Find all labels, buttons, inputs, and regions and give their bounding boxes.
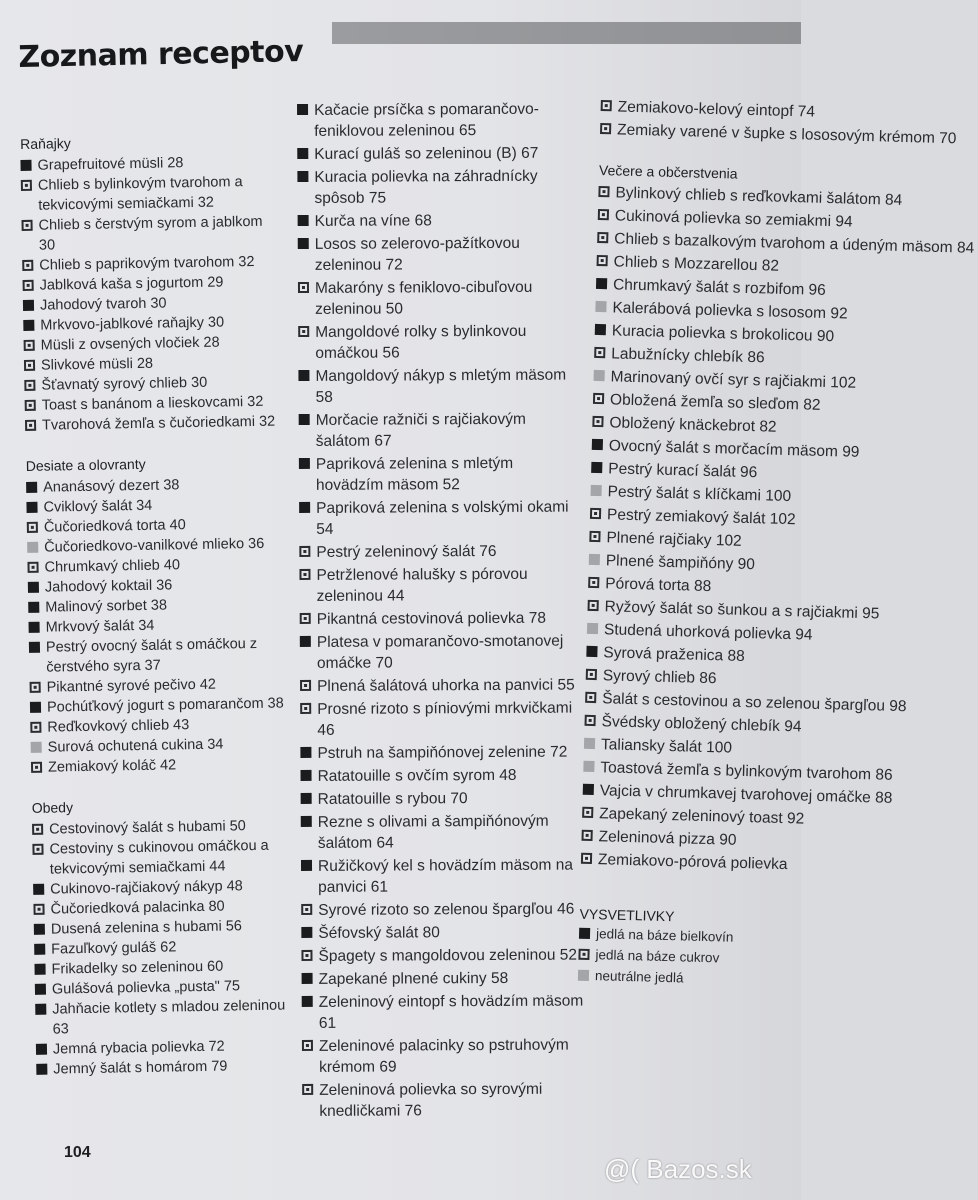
recipe-entry (298, 233, 580, 276)
neutral-marker-icon (587, 623, 598, 634)
recipe-entry-text: Chlieb s bazalkovým tvarohom a údeným mäsom 84 (614, 230, 975, 257)
recipe-section (32, 793, 292, 1079)
carb-marker-icon (588, 577, 599, 588)
recipe-entry (29, 633, 285, 677)
carb-marker-icon (22, 220, 33, 231)
protein-marker-icon (301, 770, 312, 781)
carb-marker-icon (27, 522, 38, 533)
recipe-entry-text: Zeleninový eintopf s hovädzím mäsom 61 (318, 992, 584, 1032)
recipe-entry-text: Pórová torta 88 (605, 575, 712, 596)
recipe-entry (298, 321, 580, 364)
protein-marker-icon (26, 482, 37, 493)
recipe-entry-text: Kurací guláš so zeleninou (B) 67 (314, 144, 539, 163)
recipe-entry (584, 711, 802, 737)
section-title: Desiate a olovranty (25, 455, 146, 474)
carb-marker-icon (589, 531, 600, 542)
recipe-entry-text: Cukinovo-rajčiakový nákyp 48 (50, 878, 243, 898)
protein-marker-icon (33, 884, 44, 895)
protein-marker-icon (35, 1004, 46, 1015)
recipe-entry-text: Jahňacie kotlety s mladou zeleninou 63 (52, 997, 286, 1038)
recipe-entry (595, 320, 835, 346)
recipe-entry-text: Chlieb s čerstvým syrom a jablkom 30 (38, 213, 263, 254)
carb-marker-icon (30, 722, 41, 733)
recipe-entry-text: Pestrý zemiakový šalát 102 (606, 506, 796, 529)
carb-marker-icon (594, 347, 605, 358)
legend-title: VYSVETLIVKY (579, 905, 675, 925)
protein-marker-icon (302, 996, 313, 1007)
legend-item-text: neutrálne jedlá (594, 968, 684, 986)
neutral-marker-icon (595, 301, 606, 312)
recipe-entry (598, 182, 903, 209)
recipe-entry (298, 277, 580, 320)
recipe-entry (25, 412, 280, 436)
recipe-entry-text: Cestoviny s cukinovou omáčkou a tekvicovými semiačkami 44 (49, 837, 269, 878)
carb-marker-icon (298, 326, 309, 337)
legend-item (578, 966, 778, 990)
recipe-entry (582, 803, 805, 829)
recipe-entry-text: Ananásový dezert 38 (43, 477, 180, 496)
carb-marker-icon (21, 180, 32, 191)
neutral-marker-icon (584, 738, 595, 749)
recipe-entry (302, 991, 584, 1034)
recipe-entry-text: Syrové rizoto so zelenou špargľou 46 (318, 900, 575, 919)
recipe-entry-text: Cestovinový šalát s hubami 50 (49, 818, 246, 838)
recipe-entry (596, 251, 796, 277)
recipe-entry (299, 453, 581, 496)
recipe-entry-text: Mrkvovo-jablkové raňajky 30 (40, 314, 225, 334)
protein-marker-icon (297, 104, 308, 115)
column-1 (20, 130, 292, 1100)
recipe-entry-text: Jahodový koktail 36 (44, 577, 173, 596)
recipe-entry-text: Kuracia polievka s brokolicou 90 (611, 322, 835, 346)
protein-marker-icon (586, 646, 597, 657)
recipe-entry (300, 675, 582, 697)
protein-marker-icon (28, 582, 39, 593)
legend-item-text: jedlá na báze cukrov (595, 947, 720, 966)
page-title: Zoznam receptov (18, 34, 304, 75)
recipe-entry-text: Jemná rybacia polievka 72 (52, 1038, 225, 1058)
protein-marker-icon (29, 642, 40, 653)
carb-marker-icon (581, 830, 592, 841)
recipe-entry-text: Chlieb s bylinkovým tvarohom a tekvicovými semiačkami 32 (37, 174, 243, 214)
neutral-marker-icon (583, 761, 594, 772)
watermark: @( Bazos.sk (604, 1154, 752, 1184)
recipe-entry (299, 409, 581, 452)
recipe-entry-text: Zapekaný zeleninový toast 92 (598, 805, 805, 828)
recipe-entry (297, 99, 579, 142)
recipe-entry (302, 968, 584, 990)
recipe-entry-text: Chlieb s paprikovým tvarohom 32 (39, 253, 255, 274)
section-title: Obedy (31, 799, 74, 816)
carb-marker-icon (299, 546, 310, 557)
page-number: 104 (64, 1144, 91, 1161)
recipe-entry-text: Müsli z ovsených vločiek 28 (40, 334, 220, 354)
legend (578, 904, 780, 990)
recipe-entry-text: Rezne s olivami a šampiňónovým šalátom 64 (317, 812, 549, 852)
protein-marker-icon (20, 160, 31, 171)
recipe-entry-text: Cviklový šalát 34 (43, 497, 153, 516)
protein-marker-icon (35, 984, 46, 995)
carb-marker-icon (582, 807, 593, 818)
recipe-entry-text: Plnené šampiňóny 90 (605, 552, 756, 574)
recipe-entry-text: Pestrý zeleninový šalát 76 (316, 542, 497, 561)
recipe-entry (584, 734, 784, 760)
recipe-entry-text: Surová ochutená cukina 34 (47, 736, 224, 756)
carb-marker-icon (25, 420, 36, 431)
recipe-section (20, 130, 280, 436)
carb-marker-icon (600, 123, 611, 134)
recipe-entry-text: Šalát s cestovinou a so zelenou špargľou 98 (602, 690, 907, 716)
carb-marker-icon (301, 950, 312, 961)
recipe-entry (301, 899, 583, 921)
protein-marker-icon (34, 924, 45, 935)
recipe-entry-text: Toastová žemľa s bylinkovým tvarohom 86 (600, 759, 893, 784)
carb-marker-icon (302, 1040, 313, 1051)
recipe-entry-text: Chlieb s Mozzarellou 82 (613, 253, 780, 275)
recipe-entry (581, 826, 781, 852)
recipe-entry (587, 596, 880, 623)
carb-marker-icon (598, 209, 609, 220)
recipe-entry-text: Plnená šalátová uhorka na panvici 55 (317, 676, 575, 695)
carb-marker-icon (592, 416, 603, 427)
recipe-entry (302, 1079, 584, 1122)
recipe-entry-text: Plnené rajčiaky 102 (606, 529, 742, 550)
neutral-marker-icon (578, 970, 589, 981)
recipe-entry-text: Ryžový šalát so šunkou a s rajčiakmi 95 (604, 598, 880, 623)
protein-marker-icon (596, 278, 607, 289)
recipe-entry-text: Chrumkavý chlieb 40 (44, 557, 181, 576)
carb-marker-icon (581, 853, 592, 864)
recipe-entry-text: Petržlenové halušky s pórovou zeleninou 44 (316, 565, 528, 605)
recipe-entry-text: Makaróny s feniklovo-cibuľovou zeleninou 50 (314, 278, 533, 318)
recipe-entry-text: Grapefruitové müsli 28 (37, 155, 184, 174)
recipe-entry (596, 274, 826, 300)
recipe-entry (299, 497, 581, 540)
carb-marker-icon (300, 703, 311, 714)
recipe-entry (301, 788, 583, 810)
protein-marker-icon (300, 747, 311, 758)
recipe-entry (298, 365, 580, 408)
legend-item (578, 945, 778, 969)
protein-marker-icon (302, 973, 313, 984)
recipe-entry-text: Ovocný šalát s morčacím mäsom 99 (608, 437, 860, 461)
recipe-entry-text: Jemný šalát s homárom 79 (53, 1058, 228, 1078)
protein-marker-icon (301, 927, 312, 938)
recipe-entry-text: Dusená zelenina s hubami 56 (50, 918, 243, 938)
section-title: Večere a občerstvenia (598, 161, 738, 182)
recipe-entry (21, 212, 277, 256)
recipe-entry (583, 757, 893, 784)
recipe-entry-text: Platesa v pomarančovo-smotanovej omáčke 70 (316, 632, 564, 672)
recipe-entry (298, 210, 580, 232)
recipe-entry-text: Pestrý kurací šalát 96 (608, 460, 758, 482)
recipe-entry-text: Pestrý ovocný šalát s omáčkou z čerstvého syra 37 (45, 635, 258, 676)
carb-marker-icon (27, 562, 38, 573)
recipe-entry-text: Chrumkavý šalát s rozbifom 96 (612, 276, 826, 299)
protein-marker-icon (298, 370, 309, 381)
recipe-entry (32, 835, 288, 879)
legend-item (579, 924, 779, 948)
recipe-entry-text: Pestrý šalát s klíčkami 100 (607, 483, 792, 506)
protein-marker-icon (299, 458, 310, 469)
protein-marker-icon (301, 816, 312, 827)
carb-marker-icon (597, 232, 608, 243)
recipe-entry-text: Taliansky šalát 100 (600, 736, 733, 757)
recipe-entry-text: Zemiakový koláč 42 (47, 757, 177, 776)
section-title: Raňajky (20, 135, 71, 152)
carb-marker-icon (24, 360, 35, 371)
protein-marker-icon (23, 320, 34, 331)
recipe-entry (297, 166, 579, 209)
recipe-entry (585, 688, 907, 716)
protein-marker-icon (583, 784, 594, 795)
protein-marker-icon (34, 964, 45, 975)
recipe-entry-text: Kurča na víne 68 (314, 212, 432, 230)
recipe-entry (600, 96, 816, 122)
recipe-entry-text: Zemiaky varené v šupke s lososovým krémom 70 (616, 121, 957, 148)
recipe-entry (35, 995, 291, 1039)
protein-marker-icon (298, 238, 309, 249)
recipe-entry (301, 945, 583, 967)
carb-marker-icon (32, 824, 43, 835)
protein-marker-icon (301, 860, 312, 871)
carb-marker-icon (300, 680, 311, 691)
carb-marker-icon (24, 380, 35, 391)
recipe-entry-text: Gulášová polievka „pusta" 75 (51, 978, 241, 998)
protein-marker-icon (300, 636, 311, 647)
neutral-marker-icon (591, 485, 602, 496)
recipe-entry-text: Kačacie prsíčka s pomarančovo-feniklovou zeleninou 65 (314, 100, 539, 140)
carb-marker-icon (590, 508, 601, 519)
carb-marker-icon (301, 904, 312, 915)
recipe-entry-text: Fazuľkový guláš 62 (51, 939, 177, 958)
recipe-entry-text: Marinovaný ovčí syr s rajčiakmi 102 (610, 368, 857, 392)
recipe-entry (589, 550, 789, 576)
recipe-section (26, 452, 287, 778)
recipe-entry (600, 119, 957, 148)
neutral-marker-icon (31, 742, 42, 753)
carb-marker-icon (32, 844, 43, 855)
recipe-entry (591, 458, 791, 484)
recipe-entry-text: Syrový chlieb 86 (602, 667, 717, 688)
recipe-entry (592, 412, 792, 438)
recipe-entry-text: Mangoldové rolky s bylinkovou omáčkou 56 (315, 322, 527, 362)
recipe-entry (297, 143, 579, 165)
carb-marker-icon (24, 340, 35, 351)
recipe-entry (593, 366, 857, 392)
recipe-entry (595, 297, 848, 323)
carb-marker-icon (597, 255, 608, 266)
recipe-entry-text: Jahodový tvaroh 30 (39, 295, 167, 314)
recipe-entry-text: Reďkovkový chlieb 43 (47, 717, 190, 736)
recipe-section (600, 96, 957, 148)
carb-marker-icon (22, 260, 33, 271)
recipe-entry (21, 172, 277, 216)
carb-marker-icon (30, 682, 41, 693)
recipe-entry-text: Špagety s mangoldovou zeleninou 52 (318, 946, 578, 965)
protein-marker-icon (579, 928, 590, 939)
protein-marker-icon (23, 300, 34, 311)
recipe-entry-text: Studená uhorková polievka 94 (603, 621, 813, 644)
carb-marker-icon (23, 280, 34, 291)
recipe-entry-text: Malinový sorbet 38 (45, 597, 168, 616)
protein-marker-icon (297, 148, 308, 159)
recipe-entry (300, 608, 582, 630)
recipe-entry (300, 742, 582, 764)
recipe-entry (594, 343, 794, 369)
recipe-entry (586, 642, 786, 668)
recipe-entry-text: Frikadelky so zeleninou 60 (51, 958, 224, 978)
recipe-entry (581, 849, 788, 875)
recipe-entry-text: Prosné rizoto s píniovými mrkvičkami 46 (317, 699, 573, 739)
recipe-entry (590, 481, 790, 507)
carb-marker-icon (585, 715, 596, 726)
recipe-entry (587, 619, 813, 645)
protein-marker-icon (298, 215, 309, 226)
protein-marker-icon (299, 502, 310, 513)
recipe-entry (583, 780, 893, 807)
recipe-entry (597, 228, 975, 257)
recipe-entry (301, 811, 583, 854)
recipe-entry-text: Zemiakovo-kelový eintopf 74 (617, 98, 816, 121)
legend-item-text: jedlá na báze bielkovín (595, 926, 734, 945)
recipe-entry-text: Jablková kaša s jogurtom 29 (39, 274, 224, 294)
recipe-entry-text: Zeleninová polievka so syrovými knedličkami 76 (319, 1080, 543, 1120)
recipe-entry-text: Mrkvový šalát 34 (45, 617, 155, 636)
carb-marker-icon (585, 692, 596, 703)
recipe-entry (589, 527, 789, 553)
recipe-entry (588, 573, 788, 599)
recipe-entry-text: Obložený knäckebrot 82 (609, 414, 777, 436)
recipe-entry-text: Bylinkový chlieb s reďkovkami šalátom 84 (615, 184, 903, 209)
recipe-entry-text: Labužnícky chlebík 86 (611, 345, 765, 367)
recipe-entry-text: Slivkové müsli 28 (40, 355, 154, 374)
recipe-entry (31, 753, 286, 777)
recipe-entry-text: Ratatouille s rybou 70 (317, 790, 468, 808)
protein-marker-icon (592, 439, 603, 450)
recipe-entry-text: Papriková zelenina s mletým hovädzím mäsom 52 (315, 454, 514, 494)
recipe-entry (36, 1055, 291, 1079)
protein-marker-icon (297, 171, 308, 182)
recipe-entry-text: Papriková zelenina s volskými okami 54 (316, 498, 569, 538)
recipe-entry-text: Zemiakovo-pórová polievka (597, 851, 788, 874)
carb-marker-icon (299, 569, 310, 580)
protein-marker-icon (36, 1064, 47, 1075)
recipe-entry-text: Čučoriedková palacinka 80 (50, 898, 225, 918)
protein-marker-icon (29, 622, 40, 633)
recipe-entry-text: Ružičkový kel s hovädzím mäsom na panvici 61 (317, 856, 574, 896)
column-2 (297, 99, 584, 1142)
recipe-entry-text: Kuracia polievka na záhradnícky spôsob 75 (314, 167, 538, 207)
neutral-marker-icon (27, 542, 38, 553)
recipe-entry (302, 1035, 584, 1078)
recipe-entry-text: Tvarohová žemľa s čučoriedkami 32 (41, 413, 276, 434)
recipe-entry (593, 389, 821, 415)
protein-marker-icon (34, 944, 45, 955)
recipe-entry-text: Ratatouille s ovčím syrom 48 (317, 766, 517, 785)
recipe-entry-text: Pikantná cestovinová polievka 78 (316, 609, 546, 628)
recipe-entry-text: Čučoriedkovo-vanilkové mlieko 36 (44, 535, 265, 556)
protein-marker-icon (28, 602, 39, 613)
protein-marker-icon (299, 414, 310, 425)
recipe-section (297, 99, 584, 1122)
title-bar-decoration (332, 22, 801, 44)
recipe-entry-text: Mangoldový nákyp s mletým mäsom 58 (315, 366, 567, 406)
recipe-entry (590, 504, 796, 530)
recipe-entry (299, 541, 581, 563)
carb-marker-icon (302, 1084, 313, 1095)
neutral-marker-icon (589, 554, 600, 565)
carb-marker-icon (601, 100, 612, 111)
recipe-entry-text: Toast s banánom a lieskovcami 32 (41, 393, 264, 414)
recipe-entry-text: Zeleninová pizza 90 (598, 828, 737, 849)
recipe-entry-text: Morčacie ražniči s rajčiakovým šalátom 67 (315, 410, 526, 450)
protein-marker-icon (591, 462, 602, 473)
carb-marker-icon (298, 282, 309, 293)
protein-marker-icon (301, 793, 312, 804)
recipe-entry (586, 665, 786, 691)
protein-marker-icon (36, 1044, 47, 1055)
recipe-section (581, 160, 975, 875)
carb-marker-icon (593, 393, 604, 404)
carb-marker-icon (578, 949, 589, 960)
recipe-entry (300, 765, 582, 787)
carb-marker-icon (31, 762, 42, 773)
recipe-entry-text: Švédsky obložený chlebík 94 (601, 713, 802, 736)
carb-marker-icon (300, 613, 311, 624)
recipe-entry-text: Šťavnatý syrový chlieb 30 (41, 374, 208, 394)
recipe-entry (598, 205, 853, 231)
recipe-entry-text: Čučoriedková torta 40 (43, 517, 186, 536)
recipe-entry-text: Zeleninové palacinky so pstruhovým krémom 69 (318, 1036, 569, 1076)
recipe-entry-text: Obložená žemľa so sleďom 82 (609, 391, 821, 414)
neutral-marker-icon (594, 370, 605, 381)
recipe-entry-text: Zapekané plnené cukiny 58 (318, 969, 509, 988)
protein-marker-icon (595, 324, 606, 335)
protein-marker-icon (30, 702, 41, 713)
recipe-entry (300, 631, 582, 674)
carb-marker-icon (33, 904, 44, 915)
column-3 (578, 96, 975, 992)
recipe-entry-text: Syrová praženica 88 (603, 644, 745, 665)
recipe-entry (299, 564, 581, 607)
recipe-entry (592, 435, 860, 461)
recipe-entry-text: Cukinová polievka so zemiakmi 94 (614, 207, 853, 231)
recipe-entry-text: Šéfovský šalát 80 (318, 924, 440, 942)
recipe-entry-text: Pikantné syrové pečivo 42 (46, 676, 217, 696)
recipe-entry-text: Losos so zelerovo-pažítkovou zeleninou 72 (314, 234, 520, 274)
recipe-entry (300, 698, 582, 741)
carb-marker-icon (588, 600, 599, 611)
recipe-entry-text: Pochúťkový jogurt s pomarančom 38 (46, 695, 284, 716)
recipe-entry (301, 922, 583, 944)
recipe-entry-text: Vajcia v chrumkavej tvarohovej omáčke 88 (599, 782, 893, 807)
recipe-entry-text: Pstruh na šampiňónovej zelenine 72 (317, 743, 568, 762)
protein-marker-icon (26, 502, 37, 513)
carb-marker-icon (598, 186, 609, 197)
carb-marker-icon (25, 400, 36, 411)
recipe-entry (301, 855, 583, 898)
carb-marker-icon (586, 669, 597, 680)
recipe-entry-text: Kalerábová polievka s lososom 92 (612, 299, 848, 323)
